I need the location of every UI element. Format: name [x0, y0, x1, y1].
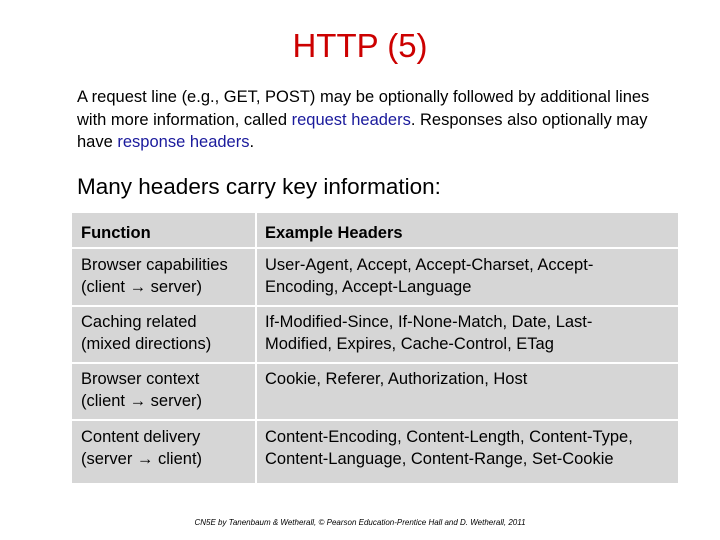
example-cell [265, 426, 675, 470]
function-line: Content delivery [81, 428, 201, 446]
table-divider [72, 419, 678, 421]
function-cell [81, 426, 251, 470]
para-text-2: . Responses also optionally may have [77, 110, 648, 151]
example-line: Content-Encoding, Content-Length, Content-Type, [265, 428, 633, 446]
direction-line: (server → client) [81, 450, 203, 468]
slide-title: HTTP (5) [292, 27, 428, 64]
request-headers-term: request headers [291, 110, 411, 129]
direction-line: (mixed directions) [81, 335, 212, 353]
example-line: Encoding, Accept-Language [265, 278, 472, 296]
example-line: Modified, Expires, Cache-Control, ETag [265, 335, 554, 353]
example-cell [265, 368, 675, 390]
table-column-divider [255, 213, 257, 483]
headers-table [72, 213, 678, 483]
example-line: User-Agent, Accept, Accept-Charset, Accept- [265, 256, 594, 274]
function-cell [81, 368, 251, 412]
column-header-example-headers: Example Headers [265, 224, 403, 242]
table-divider [72, 362, 678, 364]
function-line: Caching related [81, 313, 197, 331]
response-headers-term: response headers [117, 133, 250, 151]
copyright-footer: CN5E by Tanenbaum & Wetherall, © Pearson Education-Prentice Hall and D. Wetherall, 2011 [194, 518, 526, 527]
example-line: If-Modified-Since, If-None-Match, Date, Last- [265, 313, 593, 331]
intro-paragraph [77, 86, 677, 154]
table-divider [72, 305, 678, 307]
para-text-1: A request line (e.g., GET, POST) may be optionally followed by additional lines with more information, called [77, 88, 650, 129]
function-line: Browser capabilities [81, 256, 228, 274]
table-divider [72, 247, 678, 249]
direction-line: (client → server) [81, 278, 203, 296]
example-cell [265, 254, 675, 298]
function-cell [81, 254, 251, 298]
subheading: Many headers carry key information: [77, 174, 441, 199]
para-text-3: . [249, 133, 255, 151]
direction-line: (client → server) [81, 392, 203, 410]
example-line: Cookie, Referer, Authorization, Host [265, 370, 528, 388]
column-header-function: Function [81, 224, 151, 242]
function-line: Browser context [81, 370, 200, 388]
example-line: Content-Language, Content-Range, Set-Cookie [265, 450, 614, 468]
function-cell [81, 311, 251, 355]
example-cell [265, 311, 675, 355]
